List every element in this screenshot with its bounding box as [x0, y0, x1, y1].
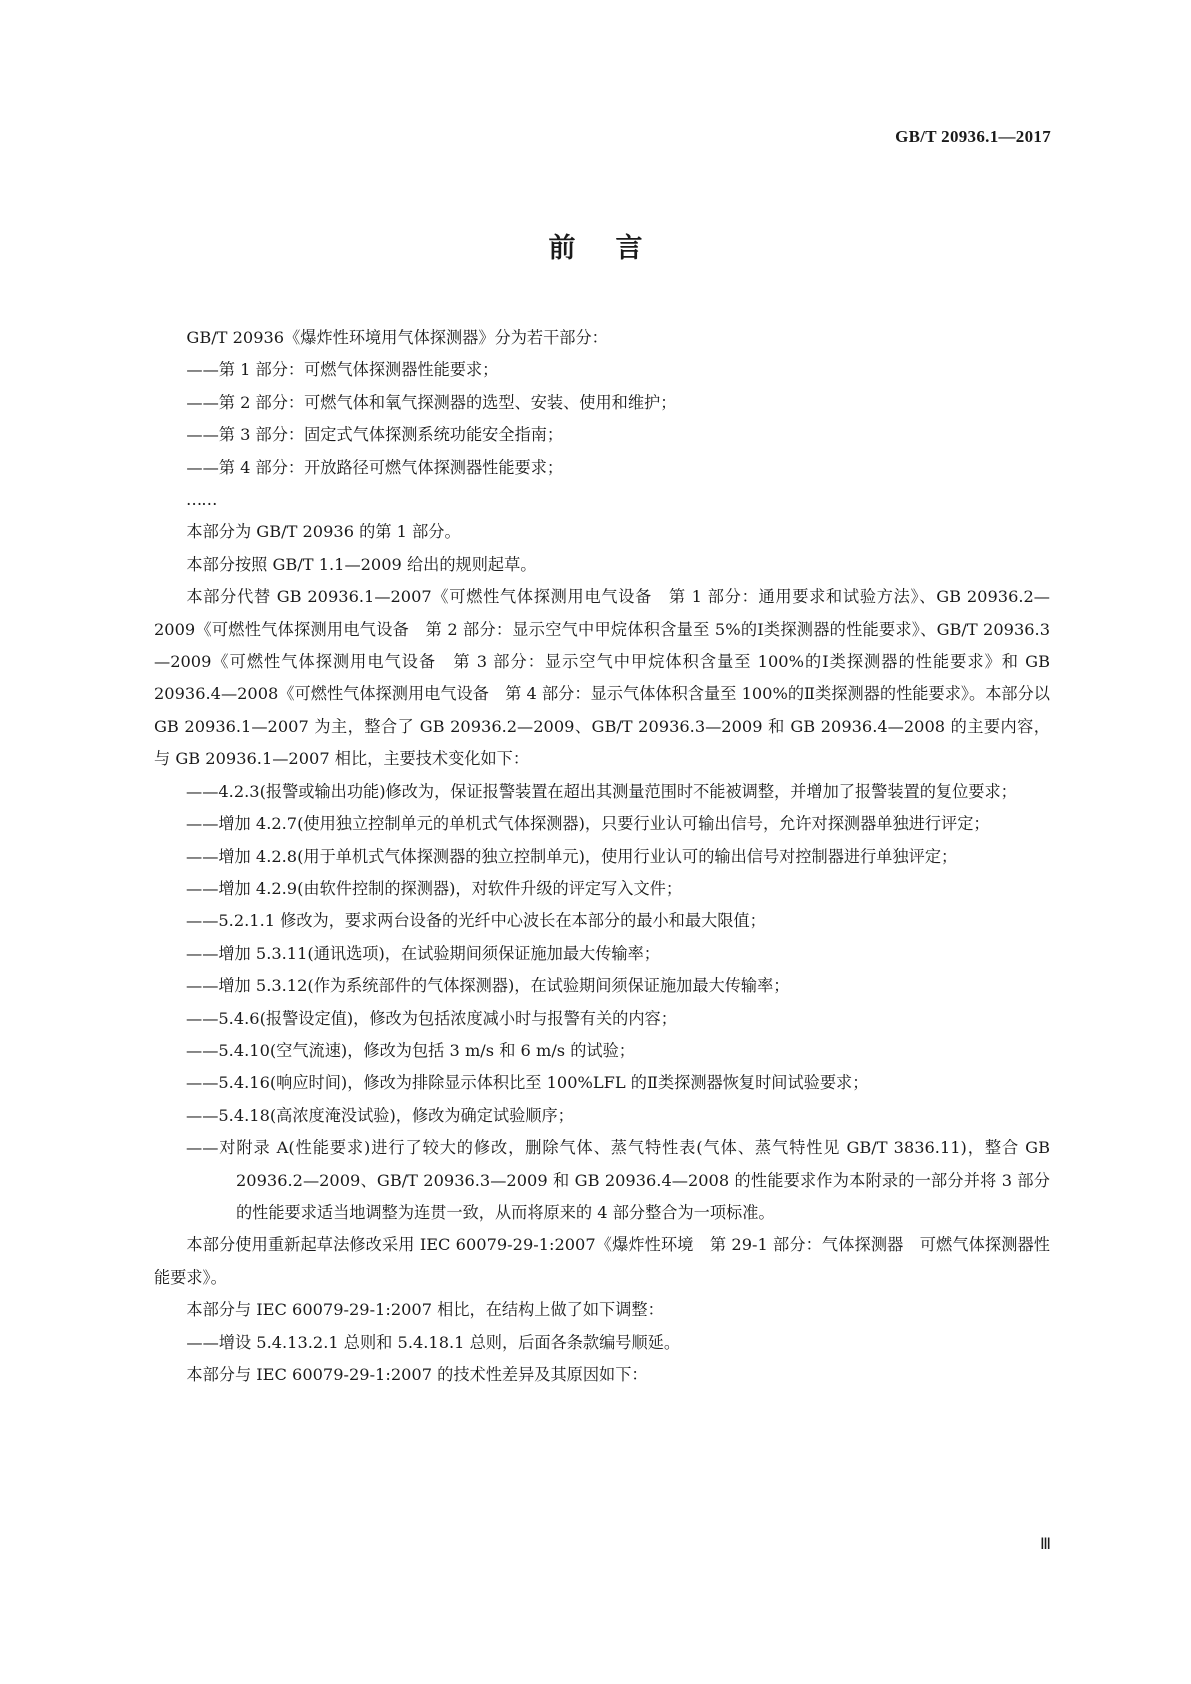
replacement-statement: 本部分代替 GB 20936.1—2007《可燃性气体探测用电气设备 第 1 部分：通用要求和试验方法》、GB 20936.2—2009《可燃性气体探测用电气设备 第 2 部分：显示空气中甲烷体积含量至 5%的Ⅰ类探测器的性能要求》、GB/T 20936.3—2009《可燃性气体探测用电气设备 第 3 部分：显示空气中甲烷体积含量至 100%的Ⅰ类探测器的性能要求》和 GB 20936.4—2008《可燃性气体探测用电气设备 第 4 部分：显示气体体积含量至 100%的Ⅱ类探测器的性能要求》。本部分以 GB 20936.1—2007 为主，整合了 GB 20936.2—2009、GB/T 20936.3—2009 和 GB 20936.4—2008 的主要内容，与 GB 20936.1—2007 相比，主要技术变化如下：	[154, 587, 1050, 769]
structure-statement: 本部分与 IEC 60079-29-1:2007 相比，在结构上做了如下调整：	[186, 1300, 664, 1320]
drafting-statement: 本部分按照 GB/T 1.1—2009 给出的规则起草。	[186, 554, 537, 574]
part-item: ——第 4 部分：开放路径可燃气体探测器性能要求；	[186, 457, 564, 477]
change-item: ——增加 4.2.9(由软件控制的探测器)，对软件升级的评定写入文件；	[186, 878, 683, 898]
change-item: ——增加 4.2.8(用于单机式气体探测器的独立控制单元)，使用行业认可的输出信号对控制器进行单独评定；	[186, 846, 958, 866]
structure-item: ——增设 5.4.13.2.1 总则和 5.4.18.1 总则，后面各条款编号顺延。	[186, 1332, 681, 1352]
technical-difference-statement: 本部分与 IEC 60079-29-1:2007 的技术性差异及其原因如下：	[186, 1365, 648, 1384]
change-item: ——5.4.10(空气流速)，修改为包括 3 m/s 和 6 m/s 的试验；	[186, 1040, 635, 1060]
change-item: ——增加 5.3.11(通讯选项)，在试验期间须保证施加最大传输率；	[186, 943, 660, 963]
change-item: ——5.4.18(高浓度淹没试验)，修改为确定试验顺序；	[186, 1105, 574, 1125]
change-item: ——5.4.6(报警设定值)，修改为包括浓度减小时与报警有关的内容；	[186, 1008, 677, 1028]
change-item: ——5.2.1.1 修改为，要求两台设备的光纤中心波长在本部分的最小和最大限值；	[186, 911, 766, 931]
document-body	[154, 322, 1050, 1391]
change-item: ——增加 5.3.12(作为系统部件的气体探测器)，在试验期间须保证施加最大传输率；	[186, 976, 790, 996]
part-item: ——第 3 部分：固定式气体探测系统功能安全指南；	[186, 425, 564, 445]
change-item: ——增加 4.2.7(使用独立控制单元的单机式气体探测器)，只要行业认可输出信号，允许对探测器单独进行评定；	[186, 814, 990, 834]
part-statement: 本部分为 GB/T 20936 的第 1 部分。	[186, 522, 461, 542]
ellipsis: ……	[186, 490, 217, 510]
change-item: ——5.4.16(响应时间)，修改为排除显示体积比至 100%LFL 的Ⅱ类探测器恢复时间试验要求；	[186, 1073, 869, 1093]
iec-adoption-statement: 本部分使用重新起草法修改采用 IEC 60079-29-1:2007《爆炸性环境 第 29-1 部分：气体探测器 可燃气体探测器性能要求》。	[154, 1235, 1050, 1287]
standard-number: GB/T 20936.1—2017	[895, 127, 1051, 146]
page-title: 前言	[548, 233, 683, 264]
part-item: ——第 1 部分：可燃气体探测器性能要求；	[186, 360, 499, 380]
change-item: ——对附录 A(性能要求)进行了较大的修改，删除气体、蒸气特性表(气体、蒸气特性见 GB/T 3836.11)，整合 GB 20936.2—2009、GB/T 20936.3—2009 和 GB 20936.4—2008 的性能要求作为本附录的一部分并将 3 部分的性能要求适当地调整为连贯一致，从而将原来的 4 部分整合为一项标准。	[186, 1138, 1050, 1222]
page-number: Ⅲ	[1039, 1536, 1051, 1553]
change-item: ——4.2.3(报警或输出功能)修改为，保证报警装置在超出其测量范围时不能被调整，并增加了报警装置的复位要求；	[186, 781, 1017, 801]
part-item: ——第 2 部分：可燃气体和氧气探测器的选型、安装、使用和维护；	[186, 392, 677, 412]
intro-paragraph: GB/T 20936《爆炸性环境用气体探测器》分为若干部分：	[186, 328, 608, 347]
